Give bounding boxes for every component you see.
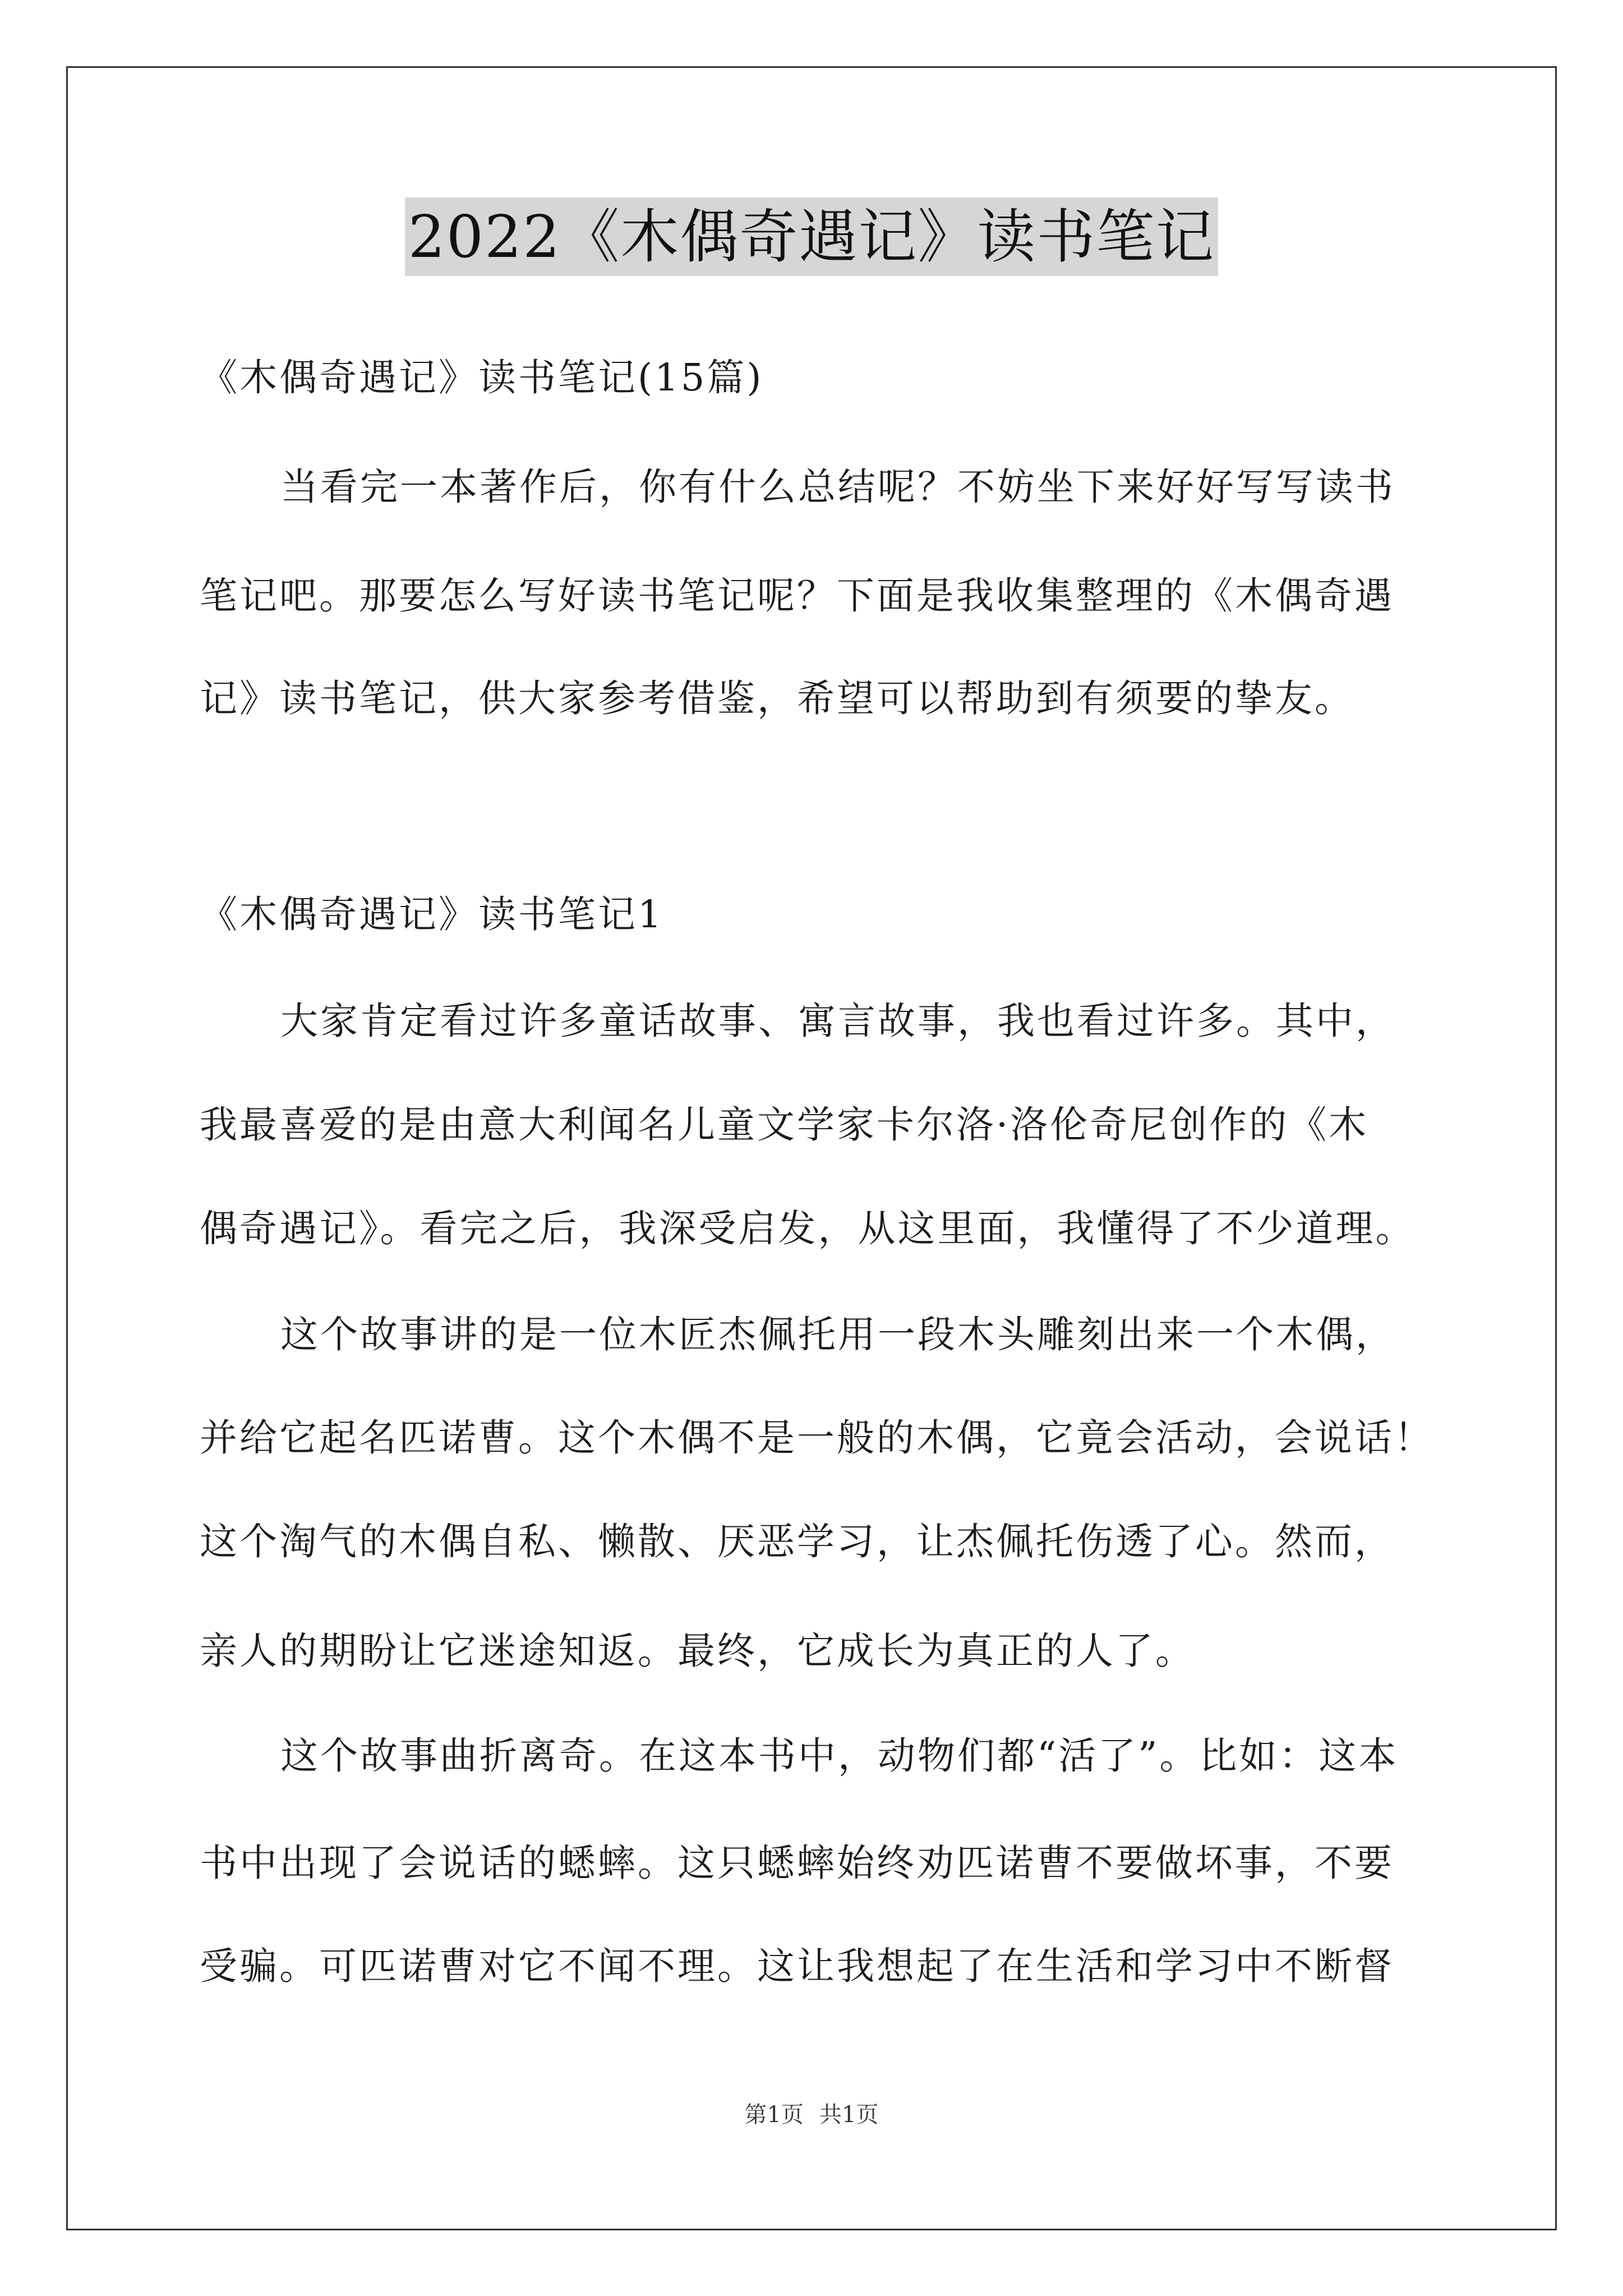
body-line: 我最喜爱的是由意大利闻名儿童文学家卡尔洛·洛伦奇尼创作的《木 [200,1103,1369,1147]
body-line: 并给它起名匹诺曹。这个木偶不是一般的木偶，它竟会活动，会说话！ [200,1416,1434,1460]
body-line: 这个故事曲折离奇。在这本书中，动物们都“活了”。比如：这本 [280,1734,1399,1778]
page-footer [0,2098,1623,2132]
body-line: 受骗。可匹诺曹对它不闻不理。这让我想起了在生活和学习中不断督 [200,1944,1394,1988]
intro-line: 记》读书笔记，供大家参考借鉴，希望可以帮助到有须要的挚友。 [200,677,1354,720]
page-number: 第1页 [744,2102,804,2128]
body-line: 书中出现了会说话的蟋蟀。这只蟋蟀始终劝匹诺曹不要做坏事，不要 [200,1841,1394,1885]
intro-line: 笔记吧。那要怎么写好读书笔记呢？下面是我收集整理的《木偶奇遇 [200,574,1394,618]
body-line: 大家肯定看过许多童话故事、寓言故事，我也看过许多。其中， [280,999,1395,1043]
title-container [0,197,1623,276]
body-line: 偶奇遇记》。看完之后，我深受启发，从这里面，我懂得了不少道理。 [200,1207,1415,1250]
subtitle: 《木偶奇遇记》读书笔记(15篇) [200,356,764,399]
body-line: 这个故事讲的是一位木匠杰佩托用一段木头雕刻出来一个木偶， [280,1313,1395,1356]
intro-line: 当看完一本著作后，你有什么总结呢？不妨坐下来好好写写读书 [280,465,1395,509]
page-total: 共1页 [819,2102,879,2128]
body-line: 这个淘气的木偶自私、懒散、厌恶学习，让杰佩托伤透了心。然而， [200,1520,1394,1563]
body-line: 亲人的期盼让它迷途知返。最终，它成长为真正的人了。 [200,1629,1195,1673]
document-title: 2022《木偶奇遇记》读书笔记 [405,197,1219,276]
section-heading: 《木偶奇遇记》读书笔记1 [200,892,664,936]
